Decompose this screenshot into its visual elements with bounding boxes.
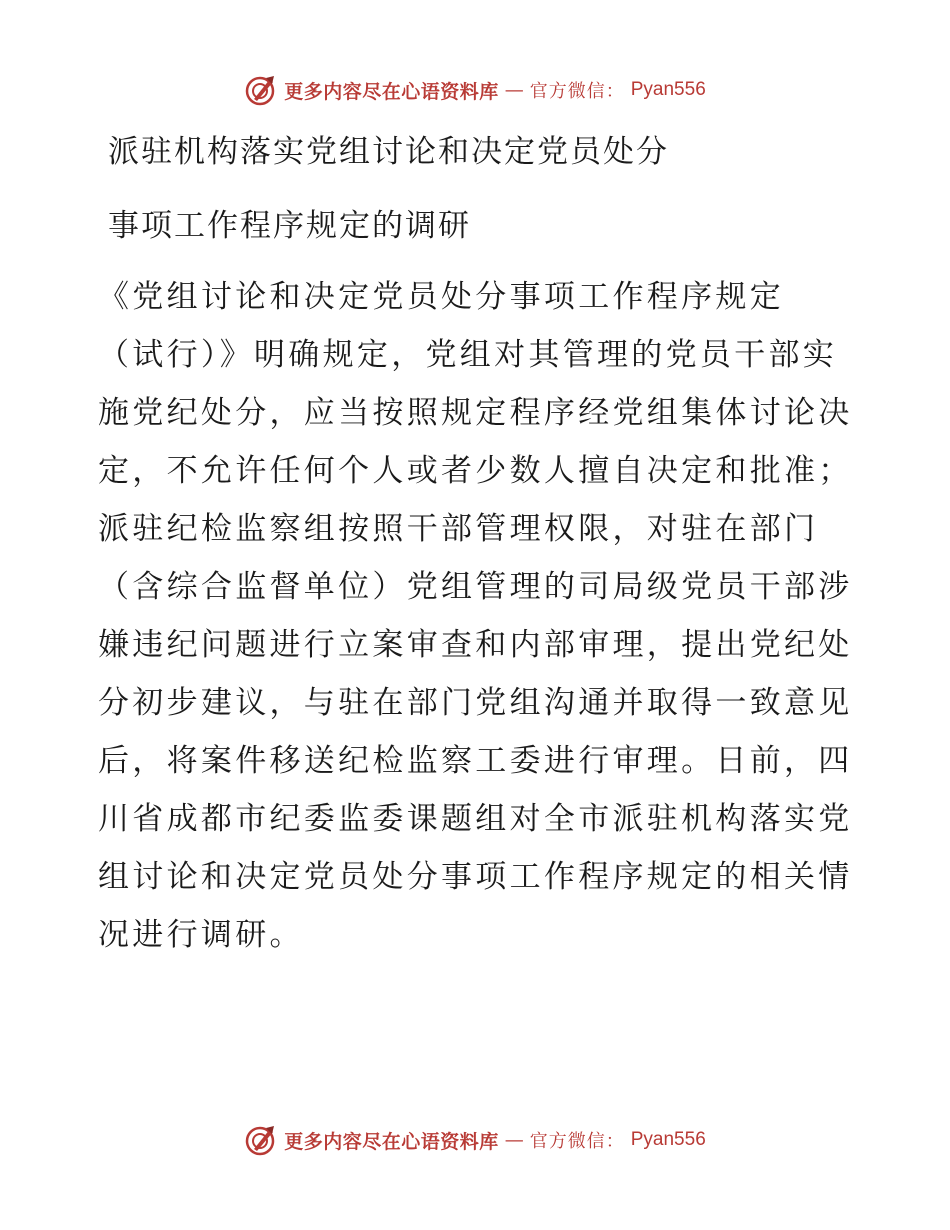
- watermark-wechat-id: Pyan556: [630, 79, 706, 100]
- body-line: （含综合监督单位）党组管理的司局级党员干部涉: [98, 569, 853, 605]
- watermark-label: 官方微信：: [529, 1131, 625, 1152]
- watermark-wechat-id: Pyan556: [630, 1129, 706, 1150]
- watermark-dash: —: [504, 1129, 524, 1151]
- footer-watermark: [0, 1120, 950, 1160]
- watermark-dash: —: [504, 79, 524, 101]
- body-line: 分初步建议，与驻在部门党组沟通并取得一致意见: [98, 685, 853, 721]
- header-watermark: [0, 70, 950, 110]
- body-line: 施党纪处分，应当按照规定程序经党组集体讨论决: [98, 395, 853, 431]
- document-body: [98, 268, 858, 964]
- body-line: （试行）》明确规定，党组对其管理的党员干部实: [98, 337, 838, 373]
- document-title-line-2: 事项工作程序规定的调研: [108, 208, 471, 244]
- body-line: 定，不允许任何个人或者少数人擅自决定和批准；: [98, 453, 853, 489]
- watermark-brand-text: 更多内容尽在心语资料库: [284, 1130, 499, 1153]
- body-line: 《党组讨论和决定党员处分事项工作程序规定: [98, 279, 784, 315]
- body-line: 派驻纪检监察组按照干部管理权限，对驻在部门: [98, 511, 819, 547]
- watermark-label: 官方微信：: [529, 81, 625, 102]
- body-line: 况进行调研。: [98, 917, 304, 953]
- document-title-line-1: 派驻机构落实党组讨论和决定党员处分: [108, 134, 669, 170]
- quill-logo-icon: [244, 1123, 278, 1157]
- body-line: 嫌违纪问题进行立案审查和内部审理，提出党纪处: [98, 627, 853, 663]
- body-line: 组讨论和决定党员处分事项工作程序规定的相关情: [98, 859, 853, 895]
- body-line: 川省成都市纪委监委课题组对全市派驻机构落实党: [98, 801, 853, 837]
- body-line: 后，将案件移送纪检监察工委进行审理。日前，四: [98, 743, 853, 779]
- quill-logo-icon: [244, 73, 278, 107]
- watermark-brand-text: 更多内容尽在心语资料库: [284, 80, 499, 103]
